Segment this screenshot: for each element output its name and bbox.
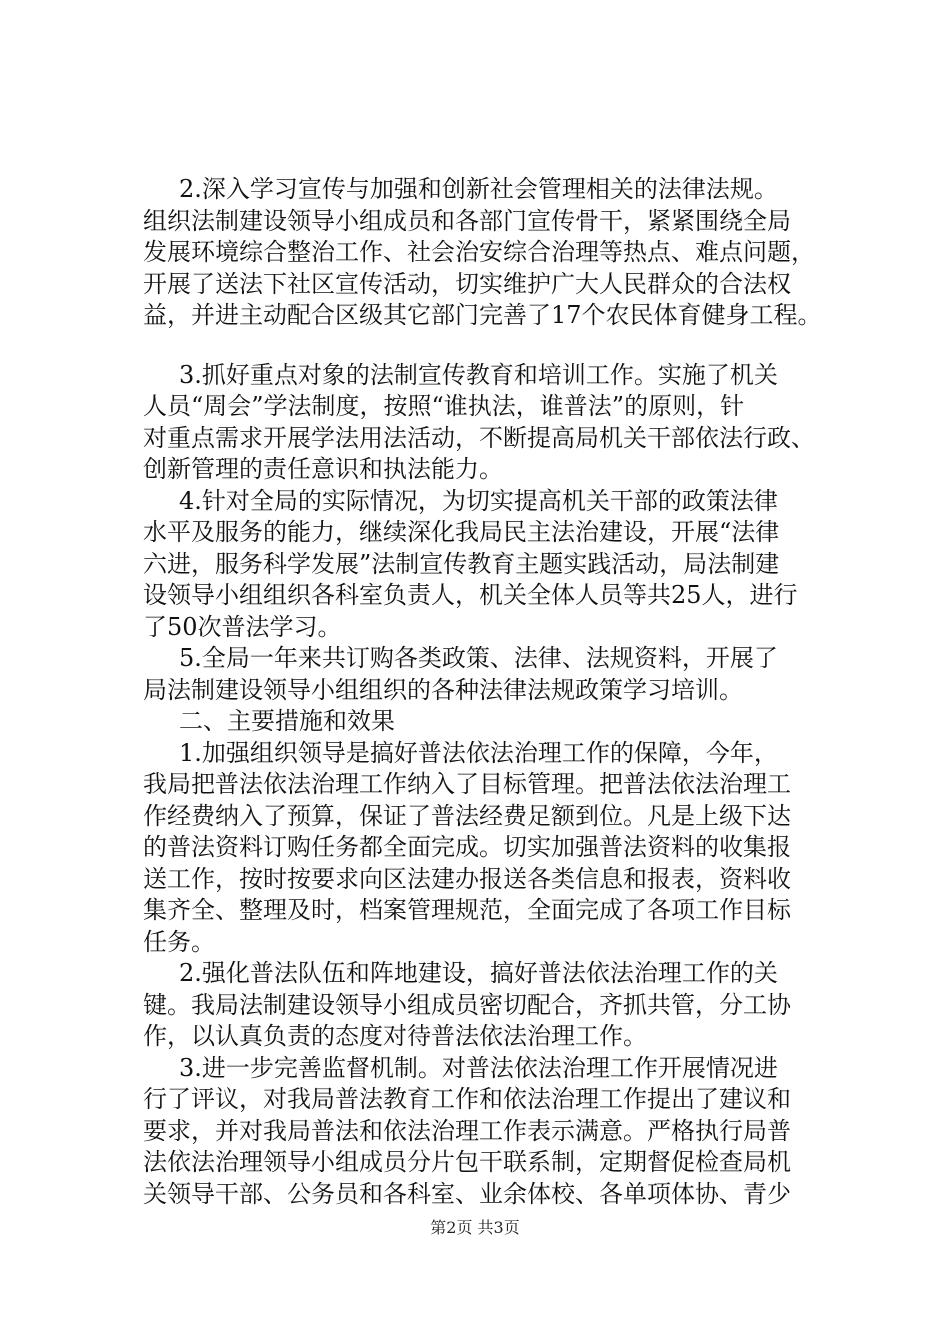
text-line: 了50次普法学习。 (143, 612, 342, 641)
paragraph-4 (143, 486, 843, 644)
page-number-label: 第2页 共3页 (430, 1218, 520, 1237)
document-body (143, 174, 843, 1210)
text-line: 4.针对全局的实际情况，为切实提高机关干部的政策法律 (179, 486, 778, 515)
measure-paragraph-1 (143, 738, 843, 959)
text-line: 1.加强组织领导是搞好普法依法治理工作的保障，今年， (179, 738, 778, 767)
measure-paragraph-2 (143, 958, 843, 1053)
text-line: 二、主要措施和效果 (179, 707, 395, 735)
paragraph-gap (143, 332, 843, 360)
text-line: 法依法治理领导小组成员分片包干联系制，定期督促检查局机 (143, 1148, 791, 1176)
text-line: 5.全局一年来共订购各类政策、法律、法规资料，开展了 (179, 644, 778, 672)
text-line: 设领导小组组织各科室负责人，机关全体人员等共25人，进行 (143, 581, 798, 609)
text-line: 局法制建设领导小组组织的各种法律法规政策学习培训。 (143, 675, 743, 704)
paragraph-2 (143, 174, 843, 332)
measure-paragraph-3 (143, 1053, 843, 1211)
text-line: 2.深入学习宣传与加强和创新社会管理相关的法律法规。 (179, 175, 778, 203)
text-line: 六进，服务科学发展”法制宣传教育主题实践活动，局法制建 (143, 549, 780, 578)
text-line: 键。我局法制建设领导小组成员密切配合，齐抓共管，分工协 (143, 990, 791, 1019)
section-heading (143, 706, 843, 738)
text-line: 作，以认真负责的态度对待普法依法治理工作。 (143, 1022, 647, 1050)
text-line: 我局把普法依法治理工作纳入了目标管理。把普法依法治理工 (143, 770, 791, 798)
text-line: 2.强化普法队伍和阵地建设，搞好普法依法治理工作的关 (179, 959, 778, 987)
text-line: 3.进一步完善监督机制。对普法依法治理工作开展情况进 (179, 1053, 778, 1082)
page-footer (0, 1215, 950, 1238)
text-line: 对重点需求开展学法用法活动，不断提高局机关干部依法行政、 (143, 423, 815, 452)
text-line: 任务。 (143, 927, 215, 956)
text-line: 行了评议，对我局普法教育工作和依法治理工作提出了建议和 (143, 1085, 791, 1113)
text-line: 送工作，按时按要求向区法建办报送各类信息和报表，资料收 (143, 864, 791, 893)
paragraph-5 (143, 643, 843, 706)
text-line: 3.抓好重点对象的法制宣传教育和培训工作。实施了机关 (179, 360, 778, 389)
text-line: 发展环境综合整治工作、社会治安综合治理等热点、难点问题， (143, 238, 815, 266)
text-line: 创新管理的责任意识和执法能力。 (143, 455, 503, 483)
text-line: 集齐全、整理及时，档案管理规范，全面完成了各项工作目标 (143, 896, 791, 924)
text-line: 人员“周会”学法制度，按照“谁执法，谁普法”的原则，针 (143, 392, 745, 420)
text-line: 益，并进主动配合区级其它部门完善了17个农民体育健身工程。 (143, 301, 822, 329)
text-line: 水平及服务的能力，继续深化我局民主法治建设，开展“法律 (143, 518, 780, 546)
paragraph-3 (143, 360, 843, 486)
text-line: 的普法资料订购任务都全面完成。切实加强普法资料的收集报 (143, 833, 791, 861)
text-line: 关领导干部、公务员和各科室、业余体校、各单项体协、青少 (143, 1179, 791, 1208)
text-line: 组织法制建设领导小组成员和各部门宣传骨干，紧紧围绕全局 (143, 206, 791, 235)
text-line: 开展了送法下社区宣传活动，切实维护广大人民群众的合法权 (143, 269, 791, 298)
text-line: 要求，并对我局普法和依法治理工作表示满意。严格执行局普 (143, 1116, 791, 1145)
text-line: 作经费纳入了预算，保证了普法经费足额到位。凡是上级下达 (143, 801, 791, 830)
